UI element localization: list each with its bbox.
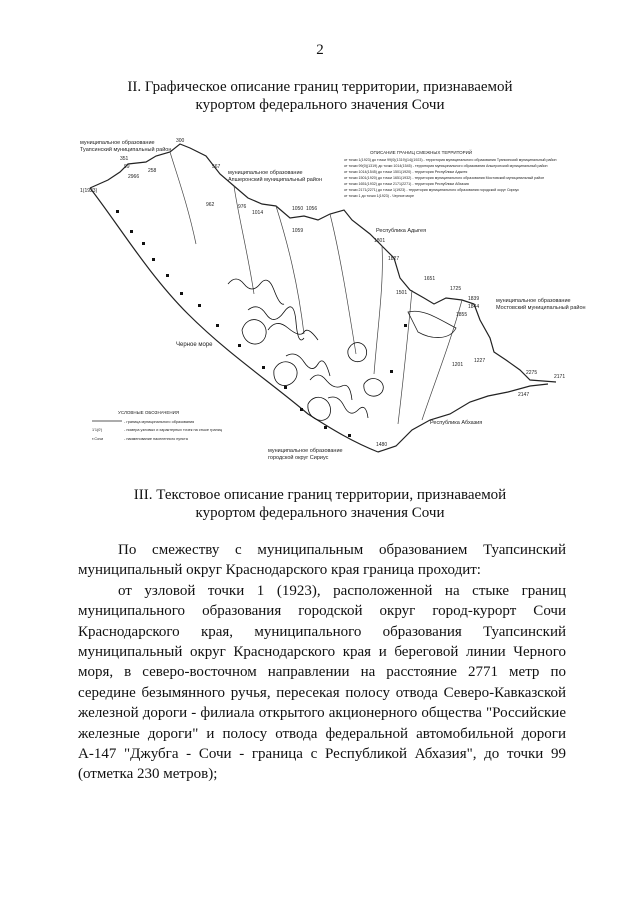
section-3-heading-line-1: III. Текстовое описание границ территории, признаваемой (133, 487, 507, 503)
map-point-label: 1801 (374, 238, 386, 244)
map-point-label: 300 (176, 138, 185, 144)
map-point-label: 1056 (306, 206, 318, 212)
map-point-label: 1725 (450, 286, 462, 292)
map-legend-line-3: от точки 1014(1545) до точки 1501(1920) - территория Республики Адыгея (344, 170, 468, 174)
map-point-label: 2966 (128, 174, 140, 180)
map-point-label: 258 (148, 168, 157, 174)
map-point-label: 1014 (252, 210, 264, 216)
map-legend-line-6: от точки 2171(2271) до точки 1(1923) - территория муниципального образования городской округ Сириус (344, 188, 520, 192)
map-convention-3: - наименование населенного пункта (124, 437, 188, 441)
map-legend-line-1: от точки 1(1923) до точки 99(0)(1319)(14)(1923) - территория муниципального образования Туапсинский муниципальный район (344, 158, 557, 162)
boundary-map (78, 134, 586, 470)
map-point-label: 567 (212, 164, 221, 170)
map-point-labels (80, 138, 565, 448)
map-point-label: 962 (206, 202, 215, 208)
map-point-label: 1501 (396, 290, 408, 296)
map-label-nw-neighbor-2: Туапсинский муниципальный район (80, 147, 172, 153)
map-point-label: 1480 (376, 442, 388, 448)
section-2-heading-line-1: II. Графическое описание границ территории, признаваемой (127, 79, 513, 95)
map-label-abkhazia: Республика Абхазия (430, 420, 483, 426)
map-point-label: 1839 (468, 296, 480, 302)
map-label-e-neighbor-2: Мостовский муниципальный район (496, 305, 586, 311)
map-point-label: 2147 (518, 392, 530, 398)
body-text (78, 540, 566, 785)
map-label-adygea: Республика Адыгея (376, 228, 427, 234)
map-settlement-dots (116, 210, 407, 437)
map-convention-symbol-2: т.Сочи (92, 437, 104, 441)
section-2-heading (60, 78, 580, 114)
map-legend-line-5: от точки 1651(1932) до точки 2171(2271) - территория Республики Абхазия (344, 182, 469, 186)
map-point-label: 1(1923) (80, 188, 98, 194)
section-2-heading-line-2: курортом федерального значения Сочи (195, 97, 445, 113)
map-inner-boundary (170, 152, 462, 424)
map-convention-2: - номера узловых и характерных точек на стыке границ (124, 428, 222, 432)
map-label-nw-neighbor-1: муниципальное образование (80, 140, 155, 146)
map-point-label: 1651 (424, 276, 436, 282)
section-3-heading (60, 486, 580, 522)
map-point-label: 1227 (474, 358, 486, 364)
map-settlement-patches (228, 279, 383, 420)
map-convention-1: - граница муниципального образования (124, 420, 195, 424)
map-conventions-title: УСЛОВНЫЕ ОБОЗНАЧЕНИЯ (118, 410, 180, 415)
map-point-label: 1827 (388, 256, 400, 262)
map-point-label: 2171 (554, 374, 566, 380)
map-point-label: 1855 (456, 312, 468, 318)
map-label-sea: Черное море (176, 342, 213, 348)
map-convention-symbol-1: 1'1(0') (92, 428, 103, 432)
map-point-label: 1844 (468, 304, 480, 310)
map-label-sirius-2: городской округ Сириус (268, 455, 329, 461)
map-point-label: 2275 (526, 370, 538, 376)
map-legend-line-4: от точки 1501(1920) до точки 1651(1932) - территория муниципального образования Мостовский муниципальный район (344, 176, 545, 180)
map-label-e-neighbor-1: муниципальное образование (496, 298, 571, 304)
map-lake (408, 311, 456, 337)
map-point-label: 1201 (452, 362, 464, 368)
map-legend-line-2: от точки 99(0)(1319) до точки 1014(1545) - территория муниципального образования Апшеронский муниципальный район (344, 164, 548, 168)
map-point-label: 976 (238, 204, 247, 210)
map-legend-line-7: от точки 1 до точки 1(1923) - Черное море (344, 194, 415, 198)
map-label-sirius-1: муниципальное образование (268, 448, 343, 454)
map-label-n-neighbor-1: муниципальное образование (228, 170, 303, 176)
page-number: 2 (316, 42, 324, 58)
map-point-label: 99 (124, 164, 130, 170)
paragraph-2: от узловой точки 1 (1923), расположенной на стыке границ муниципального образования городской округ город-курорт Сочи Краснодарского края, муниципального образования Туапсинский муниципальный округ Краснодарского края и береговой линии Черного моря, в северо-восточном направлении на расстояние 2771 метр по середине безымянного ручья, пересекая полосу отвода Северо-Кавказской железной дороги - филиала открытого акционерного общества "Российские железные дороги" и полосу отвода федеральной автомобильной дороги А-147 "Джубга - Сочи - граница с Республикой Абхазия", до точки 99 (отметка 230 метров); (78, 582, 566, 783)
map-point-label: 351 (120, 156, 129, 162)
map-legend-title: ОПИСАНИЕ ГРАНИЦ СМЕЖНЫХ ТЕРРИТОРИЙ (370, 150, 473, 155)
map-point-label: 1050 (292, 206, 304, 212)
paragraph-1: По смежеству с муниципальным образованием Туапсинский муниципальный округ Краснодарского края граница проходит: (78, 542, 566, 579)
map-point-label: 1059 (292, 228, 304, 234)
map-label-n-neighbor-2: Апшеронский муниципальный район (228, 177, 323, 183)
section-3-heading-line-2: курортом федерального значения Сочи (195, 505, 445, 521)
